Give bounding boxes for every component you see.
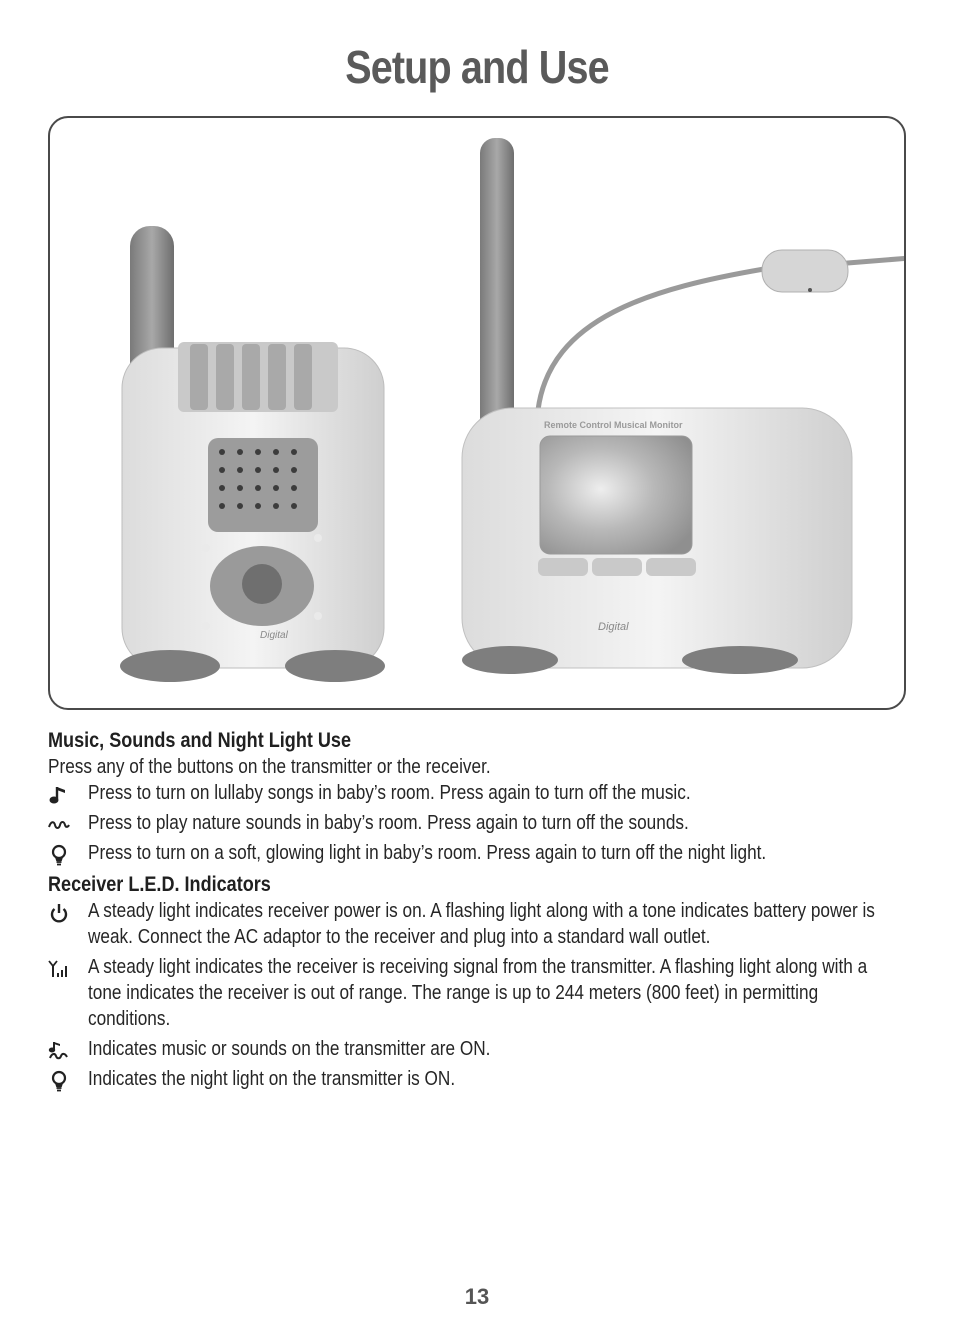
nature-sounds-icon [48, 814, 70, 836]
product-photo [48, 116, 906, 710]
receiver-model-label: Remote Control Musical Monitor [544, 420, 683, 430]
list-item: Press to turn on lullaby songs in baby’s room. Press again to turn off the music. [48, 780, 908, 806]
receiver-unit [462, 138, 904, 674]
light-bulb-icon [48, 844, 70, 866]
transmitter-brand-label: Digital [260, 630, 288, 641]
music-section-heading: Music, Sounds and Night Light Use [48, 729, 352, 752]
list-item: Press to play nature sounds in baby’s room. Press again to turn off the sounds. [48, 810, 908, 836]
power-icon [48, 902, 70, 924]
signal-icon [48, 958, 70, 980]
list-item: Indicates the night light on the transmitter is ON. [48, 1066, 908, 1092]
led-section-heading: Receiver L.E.D. Indicators [48, 873, 271, 896]
music-section-intro: Press any of the buttons on the transmitter or the receiver. [48, 756, 491, 778]
instructions [48, 728, 908, 1092]
receiver-brand-label: Digital [598, 621, 629, 633]
light-bulb-icon [48, 1070, 70, 1092]
transmitter-unit [120, 226, 385, 682]
list-item: A steady light indicates the receiver is receiving signal from the transmitter. A flashing light along with a tone indicates the receiver is out of range. The range is up to 244 meters (800 feet) in permitting conditions. [48, 954, 908, 1032]
page-number: 13 [464, 1284, 490, 1309]
music-note-icon [48, 784, 70, 806]
music-sounds-icon [48, 1040, 70, 1062]
list-item: A steady light indicates receiver power is on. A flashing light along with a tone indicates battery power is weak. Connect the AC adaptor to the receiver and plug into a standard wall outlet. [48, 898, 908, 950]
list-item: Press to turn on a soft, glowing light in baby’s room. Press again to turn off the night light. [48, 840, 908, 866]
page-title: Setup and Use [345, 41, 609, 93]
list-item: Indicates music or sounds on the transmitter are ON. [48, 1036, 908, 1062]
